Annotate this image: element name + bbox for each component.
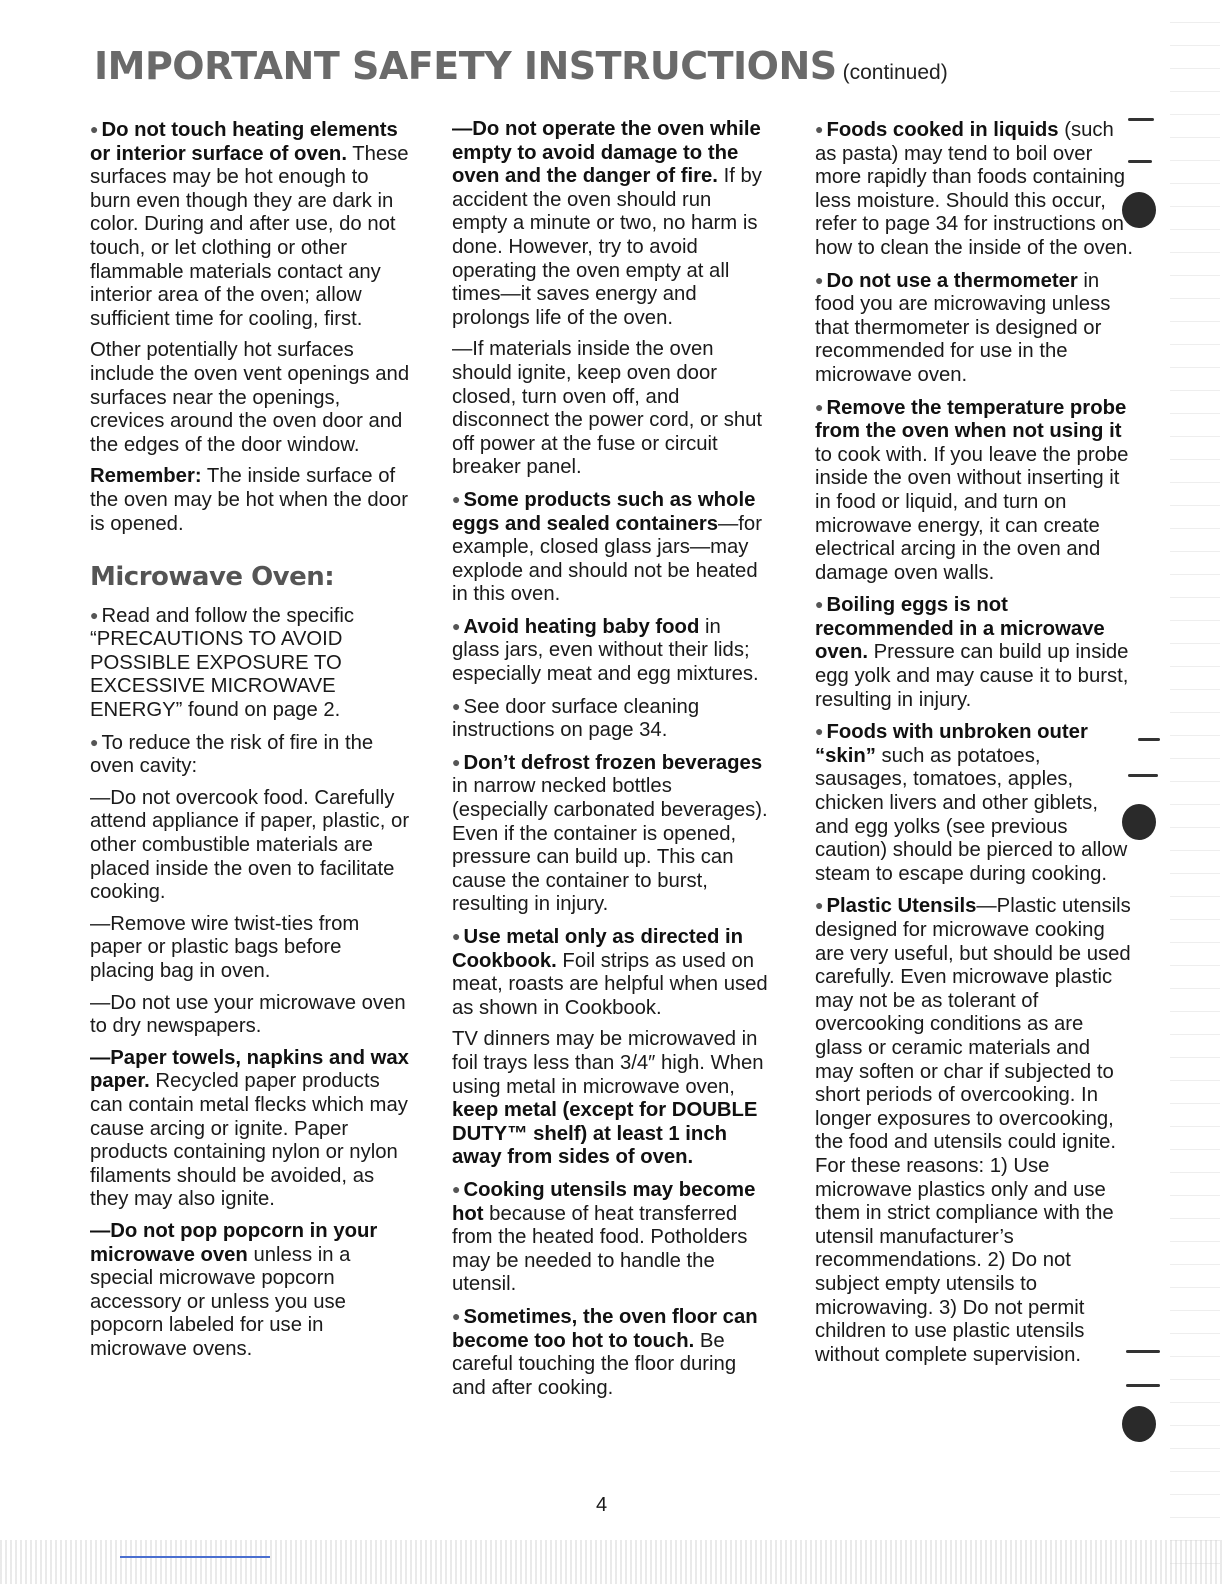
body-text: such as potatoes, sausages, tomatoes, apples, chicken livers and other giblets, and egg yolks (see previous caution) should be pierced to allow steam to escape during cooking. [815,744,1128,885]
bold-lead: Plastic Utensils [826,895,977,918]
bold-lead: Use metal only as directed in Cookbook. [452,926,743,972]
body-text: Foil strips as used on meat, roasts are helpful when used as shown in Cookbook. [452,949,768,1019]
paragraph-plastic-utensils [815,894,1133,1367]
bold-lead: Don’t defrost frozen beverages [463,751,763,774]
margin-mark [1138,738,1160,741]
paragraph-newspapers [90,992,410,1039]
bold-lead: Sometimes, the oven floor can become too hot to touch. [452,1305,758,1352]
body-text: Other potentially hot surfaces include the oven vent openings and surfaces near the openings, crevices around the oven door and the edges of the door window. [90,339,410,456]
paragraph-thermometer [815,269,1133,388]
body-text: Pressure can build up inside egg yolk and may cause it to burst, resulting in injury. [815,641,1129,711]
binder-hole-icon [1122,804,1156,840]
bold-lead: —Do not pop popcorn in your microwave oven [90,1219,378,1266]
bullet-icon: ● [452,490,461,507]
body-text: —for example, closed glass jars—may explode and should not be heated in this oven. [452,512,762,606]
paragraph-boiling-eggs [815,593,1133,712]
bold-lead: Boiling eggs is not recommended in a microwave oven. [815,594,1105,664]
paragraph-empty-oven [452,118,772,330]
paragraph-remember [90,465,410,536]
bold-lead: Avoid heating baby food [463,615,700,638]
binder-hole-icon [1122,192,1156,228]
paragraph-paper-towels [90,1047,410,1212]
column-right [815,118,1133,1375]
bullet-icon: ● [452,697,461,714]
scan-bottom-artifact [0,1540,1224,1584]
bullet-icon: ● [452,617,461,634]
margin-mark [1128,160,1152,163]
body-text: unless in a special microwave popcorn accessory or unless you use popcorn labeled for use in microwave ovens. [90,1243,351,1360]
title-continued: (continued) [842,61,948,84]
body-text: to cook with. If you leave the probe inside the oven without inserting it in food or liquid, and turn on microwave energy, it can create electrical arcing in the oven and damage oven walls. [815,443,1129,584]
bullet-icon: ● [815,723,824,740]
bullet-icon: ● [815,271,824,288]
margin-mark [1128,774,1158,777]
paragraph-popcorn [90,1220,410,1362]
scan-margin-artifact [1170,0,1220,1584]
bullet-icon: ● [90,121,99,137]
paragraph-baby-food [452,615,772,687]
page-number: 4 [596,1494,608,1516]
margin-mark [1126,1350,1160,1353]
bullet-icon: ● [815,398,824,415]
bold-lead: Remove the temperature probe from the oven when not using it [815,396,1127,443]
column-middle [452,118,772,1408]
body-text: The inside surface of the oven may be hot when the door is opened. [90,465,408,535]
bullet-icon: ● [815,121,824,137]
margin-mark [1126,1384,1160,1387]
paragraph-frozen-beverages [452,751,772,917]
page-title [94,44,948,88]
paragraph-utensils-hot [452,1178,772,1297]
body-text: These surfaces may be hot enough to burn even though they are dark in color. During and after use, do not touch, or let clothing or other flammable materials contact any interior area of the oven; allow sufficient time for cooling, first. [90,142,409,330]
paragraph-precautions [90,604,410,723]
body-text: Be careful touching the floor during and after cooking. [452,1329,737,1399]
bullet-icon: ● [452,1307,461,1324]
body-text: —Do not overcook food. Carefully attend appliance if paper, plastic, or other combustible materials are placed inside the oven to facilitate cooking. [90,786,410,904]
paragraph-overcook [90,787,410,905]
binder-hole-icon [1122,1406,1156,1442]
body-text: If by accident the oven should run empty a minute or two, no harm is done. However, try to avoid operating the oven empty at all times—it saves energy and prolongs life of the oven. [452,165,762,329]
paragraph-tv-dinners [452,1028,772,1170]
bold-lead: Remember: [90,465,202,488]
scan-bottom-line [120,1556,270,1558]
paragraph-metal [452,925,772,1020]
paragraph-heating-elements [90,118,410,331]
paragraph-whole-eggs [452,488,772,607]
body-text: Read and follow the specific “PRECAUTIONS TO AVOID POSSIBLE EXPOSURE TO EXCESSIVE MICROWAVE ENERGY” found on page 2. [90,604,355,722]
body-text: (such as pasta) may tend to boil over more rapidly than foods containing less moisture. Should this occur, refer to page 34 for instructions on how to clean the inside of the oven. [815,119,1133,259]
paragraph-oven-floor [452,1305,772,1400]
body-text: —Plastic utensils designed for microwave cooking are very useful, but should be used carefully. Even microwave plastic may not be as tolerant of overcooking conditions as are glass or ceramic materials and may soften or char if subjected to short periods of overcooking. In longer exposures to overcooking, the food and utensils could ignite. For these reasons: 1) Use microwave plastics only and use them in strict compliance with the utensil manufacturer’s recommendations. 2) Do not subject empty utensils to microwaving. 3) Do not permit children to use plastic utensils without complete supervision. [815,895,1131,1366]
bold-lead: keep metal (except for DOUBLE DUTY™ shelf) at least 1 inch away from sides of oven. [452,1099,758,1169]
body-text: in food you are microwaving unless that thermometer is designed or recommended for use in the microwave oven. [815,269,1111,386]
bold-lead: Do not touch heating elements or interior surface of oven. [90,119,398,165]
title-text: IMPORTANT SAFETY INSTRUCTIONS [94,44,837,88]
bullet-icon: ● [452,928,461,944]
bold-lead: Foods with unbroken outer “skin” [815,721,1088,767]
bullet-icon: ● [90,733,99,750]
section-heading-microwave: Microwave Oven: [90,562,335,593]
body-text: in narrow necked bottles (especially carbonated beverages). Even if the container is opened, pressure can build up. This can cause the container to burst, resulting in injury. [452,775,768,916]
paragraph-twist-ties [90,913,410,984]
bullet-icon: ● [452,1180,461,1197]
paragraph-ignite [452,338,772,480]
paragraph-fire-risk [90,731,410,779]
bold-lead: Foods cooked in liquids [826,119,1059,141]
bullet-icon: ● [90,606,99,623]
bold-lead: Cooking utensils may become hot [452,1178,756,1225]
margin-mark [1128,118,1154,121]
paragraph-hot-surfaces [90,339,410,457]
bold-lead: Do not use a thermometer [826,269,1078,292]
bullet-icon: ● [452,753,461,770]
bullet-icon: ● [815,596,824,613]
body-text: in glass jars, even without their lids; especially meat and egg mixtures. [452,615,759,686]
column-left [90,118,410,1370]
bold-lead: —Do not operate the oven while empty to avoid damage to the oven and the danger of fire. [452,118,761,188]
paragraph-unbroken-skin [815,720,1133,886]
bold-lead: —Paper towels, napkins and wax paper. [90,1046,409,1093]
bold-lead: Some products such as whole eggs and sealed containers [452,488,756,535]
paragraph-probe [815,396,1133,586]
body-text: Recycled paper products can contain metal flecks which may cause arcing or ignite. Paper products containing nylon or nylon filaments should be avoided, as they may also ignite. [90,1070,408,1211]
body-text: —Do not use your microwave oven to dry newspapers. [90,991,406,1038]
body-text: See door surface cleaning instructions on page 34. [452,695,700,742]
body-text: —If materials inside the oven should ignite, keep oven door closed, turn oven off, and disconnect the power cord, or shut off power at the fuse or circuit breaker panel. [452,338,763,479]
paragraph-liquids [815,118,1133,261]
body-text: TV dinners may be microwaved in foil trays less than 3/4″ high. When using metal in microwave oven, [452,1028,764,1098]
bullet-icon: ● [815,897,824,914]
body-text: To reduce the risk of fire in the oven cavity: [90,731,374,778]
body-text: because of heat transferred from the heated food. Potholders may be needed to handle the utensil. [452,1202,748,1296]
body-text: —Remove wire twist-ties from paper or plastic bags before placing bag in oven. [90,912,360,982]
paragraph-door-cleaning [452,695,772,743]
